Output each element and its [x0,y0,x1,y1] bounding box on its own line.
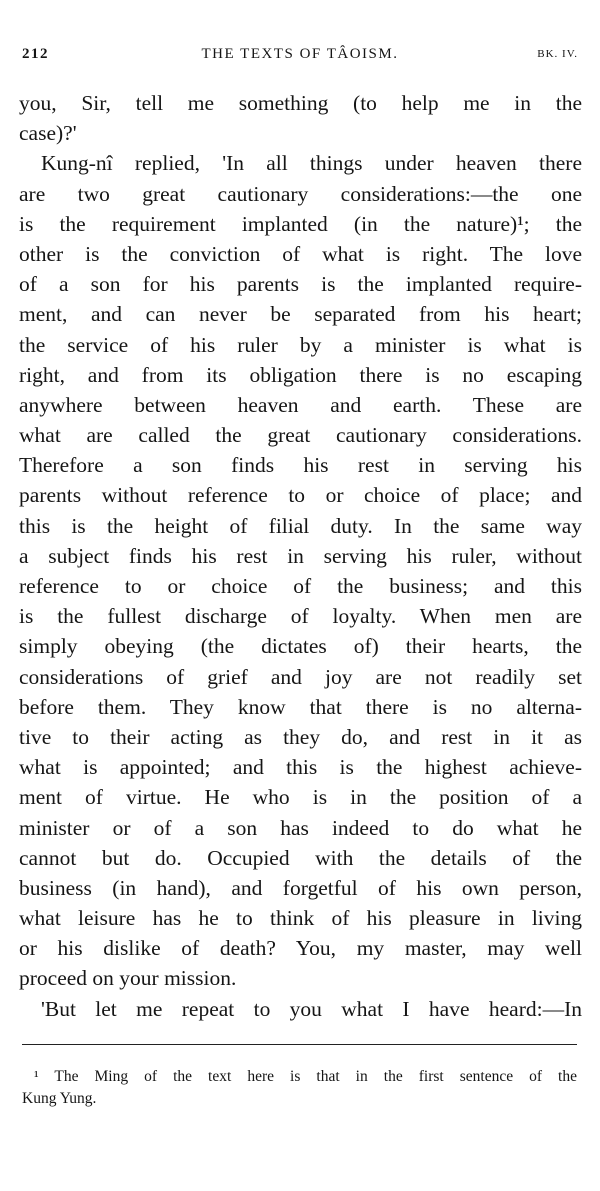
text-line: Therefore a son finds his rest in serving his [19,453,582,478]
page-number: 212 [22,46,49,62]
text-line: tive to their acting as they do, and rest in it as [19,724,582,749]
text-line: cannot but do. Occupied with the details of the [19,845,582,870]
footnote-line: Kung Yung. [22,1090,97,1107]
book-label: BK. IV. [537,48,578,60]
footnote-divider [22,1044,577,1045]
text-line: what leisure has he to think of his pleasure in living [19,906,582,931]
text-line: what is appointed; and this is the highest achieve- [19,755,582,780]
running-title: THE TEXTS OF TÂOISM. [201,46,399,62]
text-line: 'But let me repeat to you what I have heard:—In [41,996,582,1021]
text-line: ment, and can never be separated from his heart; [19,302,582,327]
footnote [22,1066,577,1110]
text-line: before them. They know that there is no alterna- [19,694,582,719]
text-line: anywhere between heaven and earth. These are [19,392,582,417]
main-text [19,88,582,1024]
text-line: a subject finds his rest in serving his ruler, without [19,543,582,568]
text-line: parents without reference to or choice of place; and [19,483,582,508]
text-line: other is the conviction of what is right. The love [19,241,582,266]
text-line: this is the height of filial duty. In the same way [19,513,582,538]
text-line: ment of virtue. He who is in the position of a [19,785,582,810]
footnote-line: ¹ The Ming of the text here is that in the first sentence of the [34,1068,577,1085]
text-line: right, and from its obligation there is no escaping [19,362,582,387]
text-line: Kung-nî replied, 'In all things under heaven there [41,151,582,176]
text-line: you, Sir, tell me something (to help me in the [19,91,582,115]
text-line: reference to or choice of the business; and this [19,574,582,598]
text-line: considerations of grief and joy are not readily set [19,664,582,689]
text-line: what are called the great cautionary considerations. [19,423,582,448]
text-line: the service of his ruler by a minister is what is [19,332,582,357]
text-line: or his dislike of death? You, my master, may well [19,936,582,961]
text-line: case)?' [19,121,77,146]
text-line: simply obeying (the dictates of) their hearts, the [19,634,582,659]
running-header [22,46,578,66]
text-line: business (in hand), and forgetful of his own person, [19,875,582,900]
text-line: minister or of a son has indeed to do what he [19,815,582,840]
text-line: is the requirement implanted (in the nature)¹; the [19,211,582,236]
text-line: are two great cautionary considerations:—the one [19,181,582,206]
text-line: is the fullest discharge of loyalty. When men are [19,604,582,629]
text-line: proceed on your mission. [19,966,237,991]
text-line: of a son for his parents is the implanted require- [19,272,582,297]
